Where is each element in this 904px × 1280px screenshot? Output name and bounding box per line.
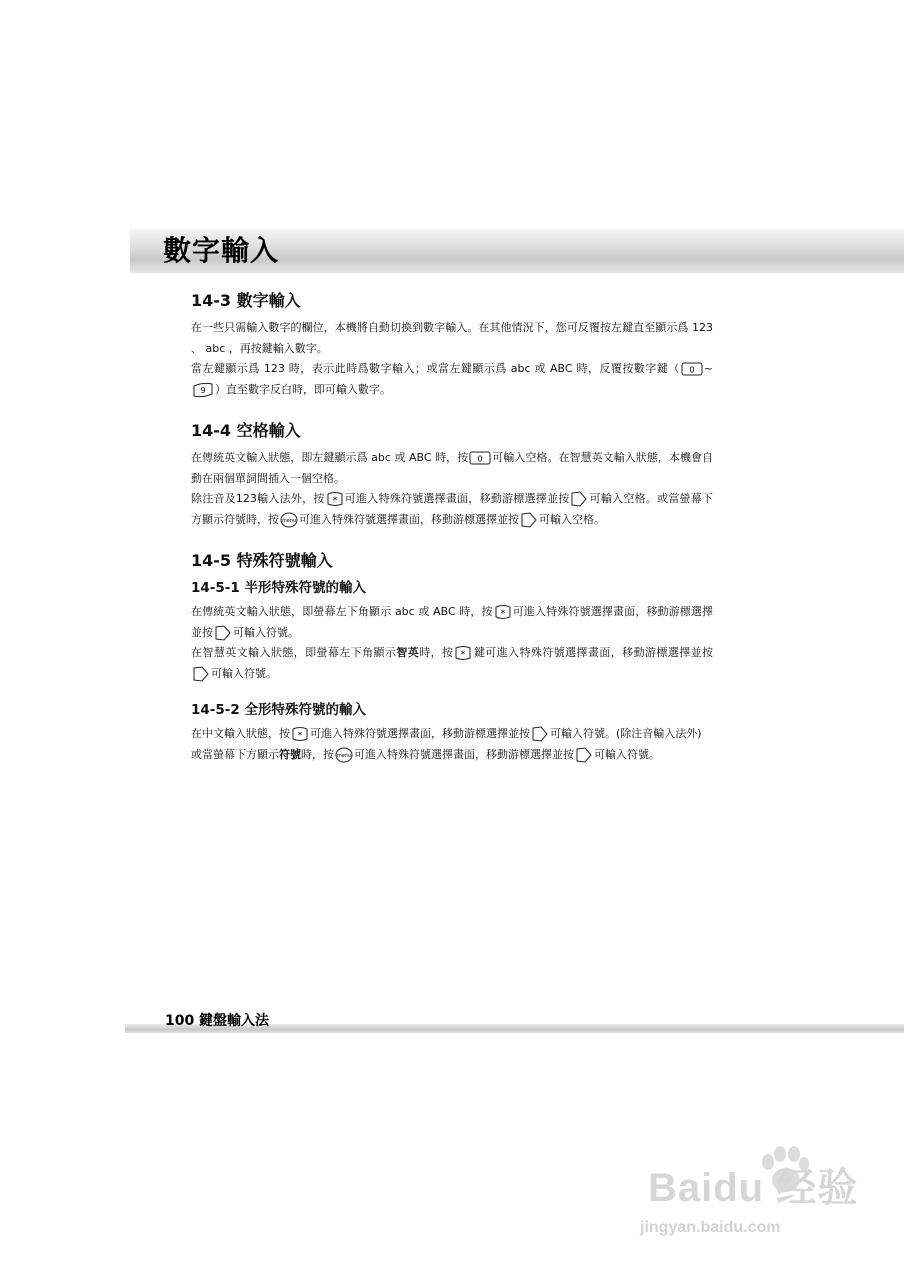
paragraph: 當左鍵顯示爲 123 時，表示此時爲數字輸入；或當左鍵顯示爲 abc 或 ABC 時，反覆按數字鍵（ 0 ~ 9 ）直至數字反白時，即可輸入數字。 xyxy=(191,362,713,396)
nine-key-icon xyxy=(192,382,214,398)
paragraph: 除注音及123輸入法外，按 * 可進入特殊符號選擇畫面，移動游標選擇並按 可輸入空格。或當螢幕下方顯示符號時，按 menu 可進入特殊符號選擇畫面，移動游標選擇並按 可輸入空格。 xyxy=(191,492,714,526)
svg-text:*: * xyxy=(332,496,337,506)
star-key-icon xyxy=(494,604,512,620)
ok-key-icon xyxy=(214,625,232,641)
page-number: 100 xyxy=(165,1013,195,1029)
svg-text:*: * xyxy=(297,731,303,741)
svg-text:menu: menu xyxy=(336,752,352,759)
subsection-14-5-1 xyxy=(191,578,713,684)
subsection-heading: 14-5-1 半形特殊符號的輸入 xyxy=(191,580,366,596)
svg-text:*: * xyxy=(500,609,505,619)
svg-text:menu: menu xyxy=(281,517,297,524)
paragraph: 或當螢幕下方顯示符號時，按 menu 可進入特殊符號選擇畫面，移動游標選擇並按 可輸入符號。 xyxy=(191,747,660,761)
star-key-icon xyxy=(454,645,472,661)
ok-key-icon xyxy=(192,666,210,682)
subsection-heading: 14-5-2 全形特殊符號的輸入 xyxy=(191,702,366,718)
menu-key-icon xyxy=(335,747,353,763)
section-heading: 14-4 空格輸入 xyxy=(191,421,301,440)
chapter-title: 數字輸入 xyxy=(163,234,280,267)
watermark xyxy=(640,1140,870,1260)
section-14-5 xyxy=(191,550,713,765)
svg-text:0: 0 xyxy=(689,365,695,375)
paragraph: 在中文輸入狀態，按 * 可進入特殊符號選擇畫面，移動游標選擇並按 可輸入符號。(除注音輸入法外) xyxy=(191,727,702,741)
svg-text:*: * xyxy=(461,650,466,660)
watermark-url: jingyan.baidu.com xyxy=(640,1219,781,1236)
section-14-3 xyxy=(191,290,713,400)
page-content xyxy=(191,290,713,785)
ok-key-icon xyxy=(531,726,549,742)
svg-text:9: 9 xyxy=(200,385,206,395)
subsection-14-5-2 xyxy=(191,700,713,765)
paragraph: 在傳統英文輸入狀態，即左鍵顯示爲 abc 或 ABC 時，按 0 可輸入空格。在智慧英文輸入狀態，本機會自動在兩個單詞間插入一個空格。 xyxy=(191,451,713,485)
ok-key-icon xyxy=(575,747,593,763)
section-14-4 xyxy=(191,420,713,530)
star-key-icon xyxy=(291,726,309,742)
paragraph: 在傳統英文輸入狀態，即螢幕左下角顯示 abc 或 ABC 時，按 * 可進入特殊符號選擇畫面，移動游標選擇並按 可輸入符號。 xyxy=(191,605,713,639)
zero-key-icon xyxy=(681,362,703,376)
section-heading: 14-5 特殊符號輸入 xyxy=(191,551,333,570)
svg-text:0: 0 xyxy=(477,454,483,464)
footer-section-title: 鍵盤輸入法 xyxy=(199,1013,269,1029)
section-heading: 14-3 數字輸入 xyxy=(191,291,301,310)
menu-key-icon xyxy=(280,512,298,528)
paragraph: 在一些只需輸入數字的欄位，本機將自動切換到數字輸入。在其他情況下，您可反覆按左鍵直至顯示爲 123 、 abc ，再按鍵輸入數字。 xyxy=(191,321,713,355)
paragraph: 在智慧英文輸入狀態，即螢幕左下角顯示智英時，按 * 鍵可進入特殊符號選擇畫面，移動游標選擇並按 可輸入符號。 xyxy=(191,646,714,680)
ok-key-icon xyxy=(570,491,588,507)
watermark-brand: Baidu 经验 xyxy=(648,1166,859,1210)
zero-key-icon xyxy=(469,451,491,465)
star-key-icon xyxy=(326,491,344,507)
ok-key-icon xyxy=(520,512,538,528)
